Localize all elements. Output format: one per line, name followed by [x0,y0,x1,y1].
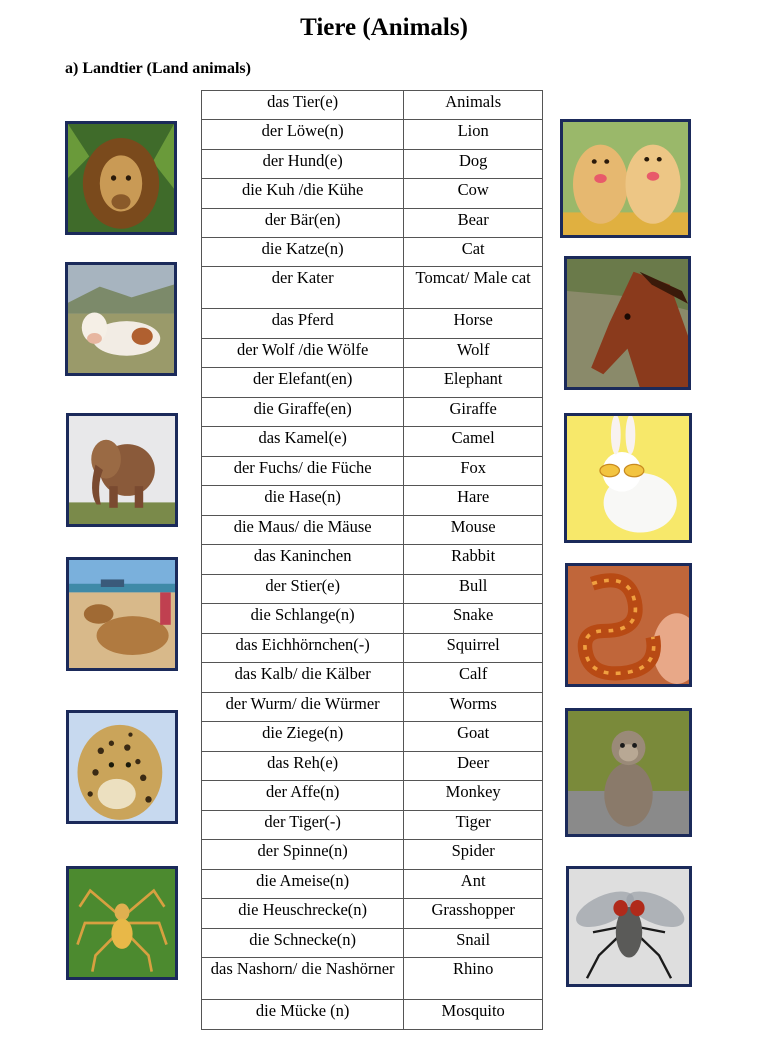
german-word-cell: der Wolf /die Wölfe [202,339,404,368]
table-row [202,267,543,309]
english-word-cell: Hare [404,486,543,516]
english-word-cell: Bull [404,575,543,604]
table-row [202,209,543,238]
german-word-cell: das Kalb/ die Kälber [202,663,404,693]
german-word-cell: das Kaninchen [202,545,404,575]
english-word-cell: Worms [404,693,543,722]
german-word-cell: die Ziege(n) [202,722,404,752]
english-word-cell: Spider [404,840,543,870]
snake-photo [565,563,692,687]
german-word-cell: das Nashorn/ die Nashörner [202,958,404,1000]
rabbit-photo [564,413,692,543]
english-word-cell: Grasshopper [404,899,543,929]
german-word-cell: die Giraffe(en) [202,398,404,427]
german-word-cell: die Kuh /die Kühe [202,179,404,209]
german-word-cell: der Affe(n) [202,781,404,811]
german-word-cell: das Kamel(e) [202,427,404,457]
german-word-cell: der Hund(e) [202,150,404,179]
english-word-cell: Ant [404,870,543,899]
german-word-cell: die Heuschrecke(n) [202,899,404,929]
table-row [202,663,543,693]
english-word-cell: Giraffe [404,398,543,427]
table-row [202,634,543,663]
german-word-cell: die Ameise(n) [202,870,404,899]
table-row [202,516,543,545]
table-row [202,575,543,604]
german-word-cell: die Schlange(n) [202,604,404,634]
german-word-cell: der Spinne(n) [202,840,404,870]
german-word-cell: der Stier(e) [202,575,404,604]
german-word-cell: das Tier(e) [202,91,404,120]
english-word-cell: Calf [404,663,543,693]
english-word-cell: Tiger [404,811,543,840]
german-word-cell: der Bär(en) [202,209,404,238]
english-word-cell: Lion [404,120,543,150]
english-word-cell: Tomcat/ Male cat [404,267,543,309]
fly-photo [566,866,692,987]
table-row [202,899,543,929]
german-word-cell: der Fuchs/ die Füche [202,457,404,486]
english-word-cell: Rhino [404,958,543,1000]
monkey-photo [565,708,692,837]
elephant-photo [66,413,178,527]
table-row [202,752,543,781]
english-word-cell: Snake [404,604,543,634]
table-row [202,781,543,811]
table-row [202,929,543,958]
page-title: Tiere (Animals) [300,14,468,41]
spider-photo [66,866,178,980]
camel-photo [66,557,178,671]
german-word-cell: die Mücke (n) [202,1000,404,1030]
english-word-cell: Monkey [404,781,543,811]
table-row [202,427,543,457]
english-word-cell: Mouse [404,516,543,545]
german-word-cell: die Katze(n) [202,238,404,267]
english-word-cell: Deer [404,752,543,781]
table-row [202,91,543,120]
table-row [202,722,543,752]
german-word-cell: der Tiger(-) [202,811,404,840]
table-row [202,693,543,722]
english-word-cell: Bear [404,209,543,238]
table-row [202,238,543,267]
table-row [202,1000,543,1030]
english-word-cell: Cow [404,179,543,209]
section-heading: a) Landtier (Land animals) [65,60,251,77]
english-word-cell: Snail [404,929,543,958]
table-row [202,339,543,368]
german-word-cell: der Elefant(en) [202,368,404,398]
german-word-cell: die Hase(n) [202,486,404,516]
german-word-cell: die Schnecke(n) [202,929,404,958]
horse-photo [564,256,691,390]
table-row [202,958,543,1000]
english-word-cell: Rabbit [404,545,543,575]
german-word-cell: die Maus/ die Mäuse [202,516,404,545]
english-word-cell: Fox [404,457,543,486]
table-row [202,604,543,634]
table-row [202,545,543,575]
table-row [202,870,543,899]
puppies-photo [560,119,691,238]
english-word-cell: Elephant [404,368,543,398]
table-row [202,120,543,150]
table-row [202,486,543,516]
english-word-cell: Mosquito [404,1000,543,1030]
lion-photo [65,121,177,235]
english-word-cell: Dog [404,150,543,179]
table-row [202,457,543,486]
table-row [202,811,543,840]
german-word-cell: das Pferd [202,309,404,339]
german-word-cell: der Löwe(n) [202,120,404,150]
english-word-cell: Camel [404,427,543,457]
english-word-cell: Animals [404,91,543,120]
table-row [202,150,543,179]
table-row [202,179,543,209]
german-word-cell: der Wurm/ die Würmer [202,693,404,722]
english-word-cell: Horse [404,309,543,339]
vocabulary-table [201,90,543,1030]
english-word-cell: Squirrel [404,634,543,663]
table-row [202,368,543,398]
leopard-photo [66,710,178,824]
table-row [202,309,543,339]
english-word-cell: Cat [404,238,543,267]
german-word-cell: der Kater [202,267,404,309]
table-row [202,398,543,427]
cow-photo [65,262,177,376]
english-word-cell: Wolf [404,339,543,368]
english-word-cell: Goat [404,722,543,752]
german-word-cell: das Eichhörnchen(-) [202,634,404,663]
german-word-cell: das Reh(e) [202,752,404,781]
table-row [202,840,543,870]
